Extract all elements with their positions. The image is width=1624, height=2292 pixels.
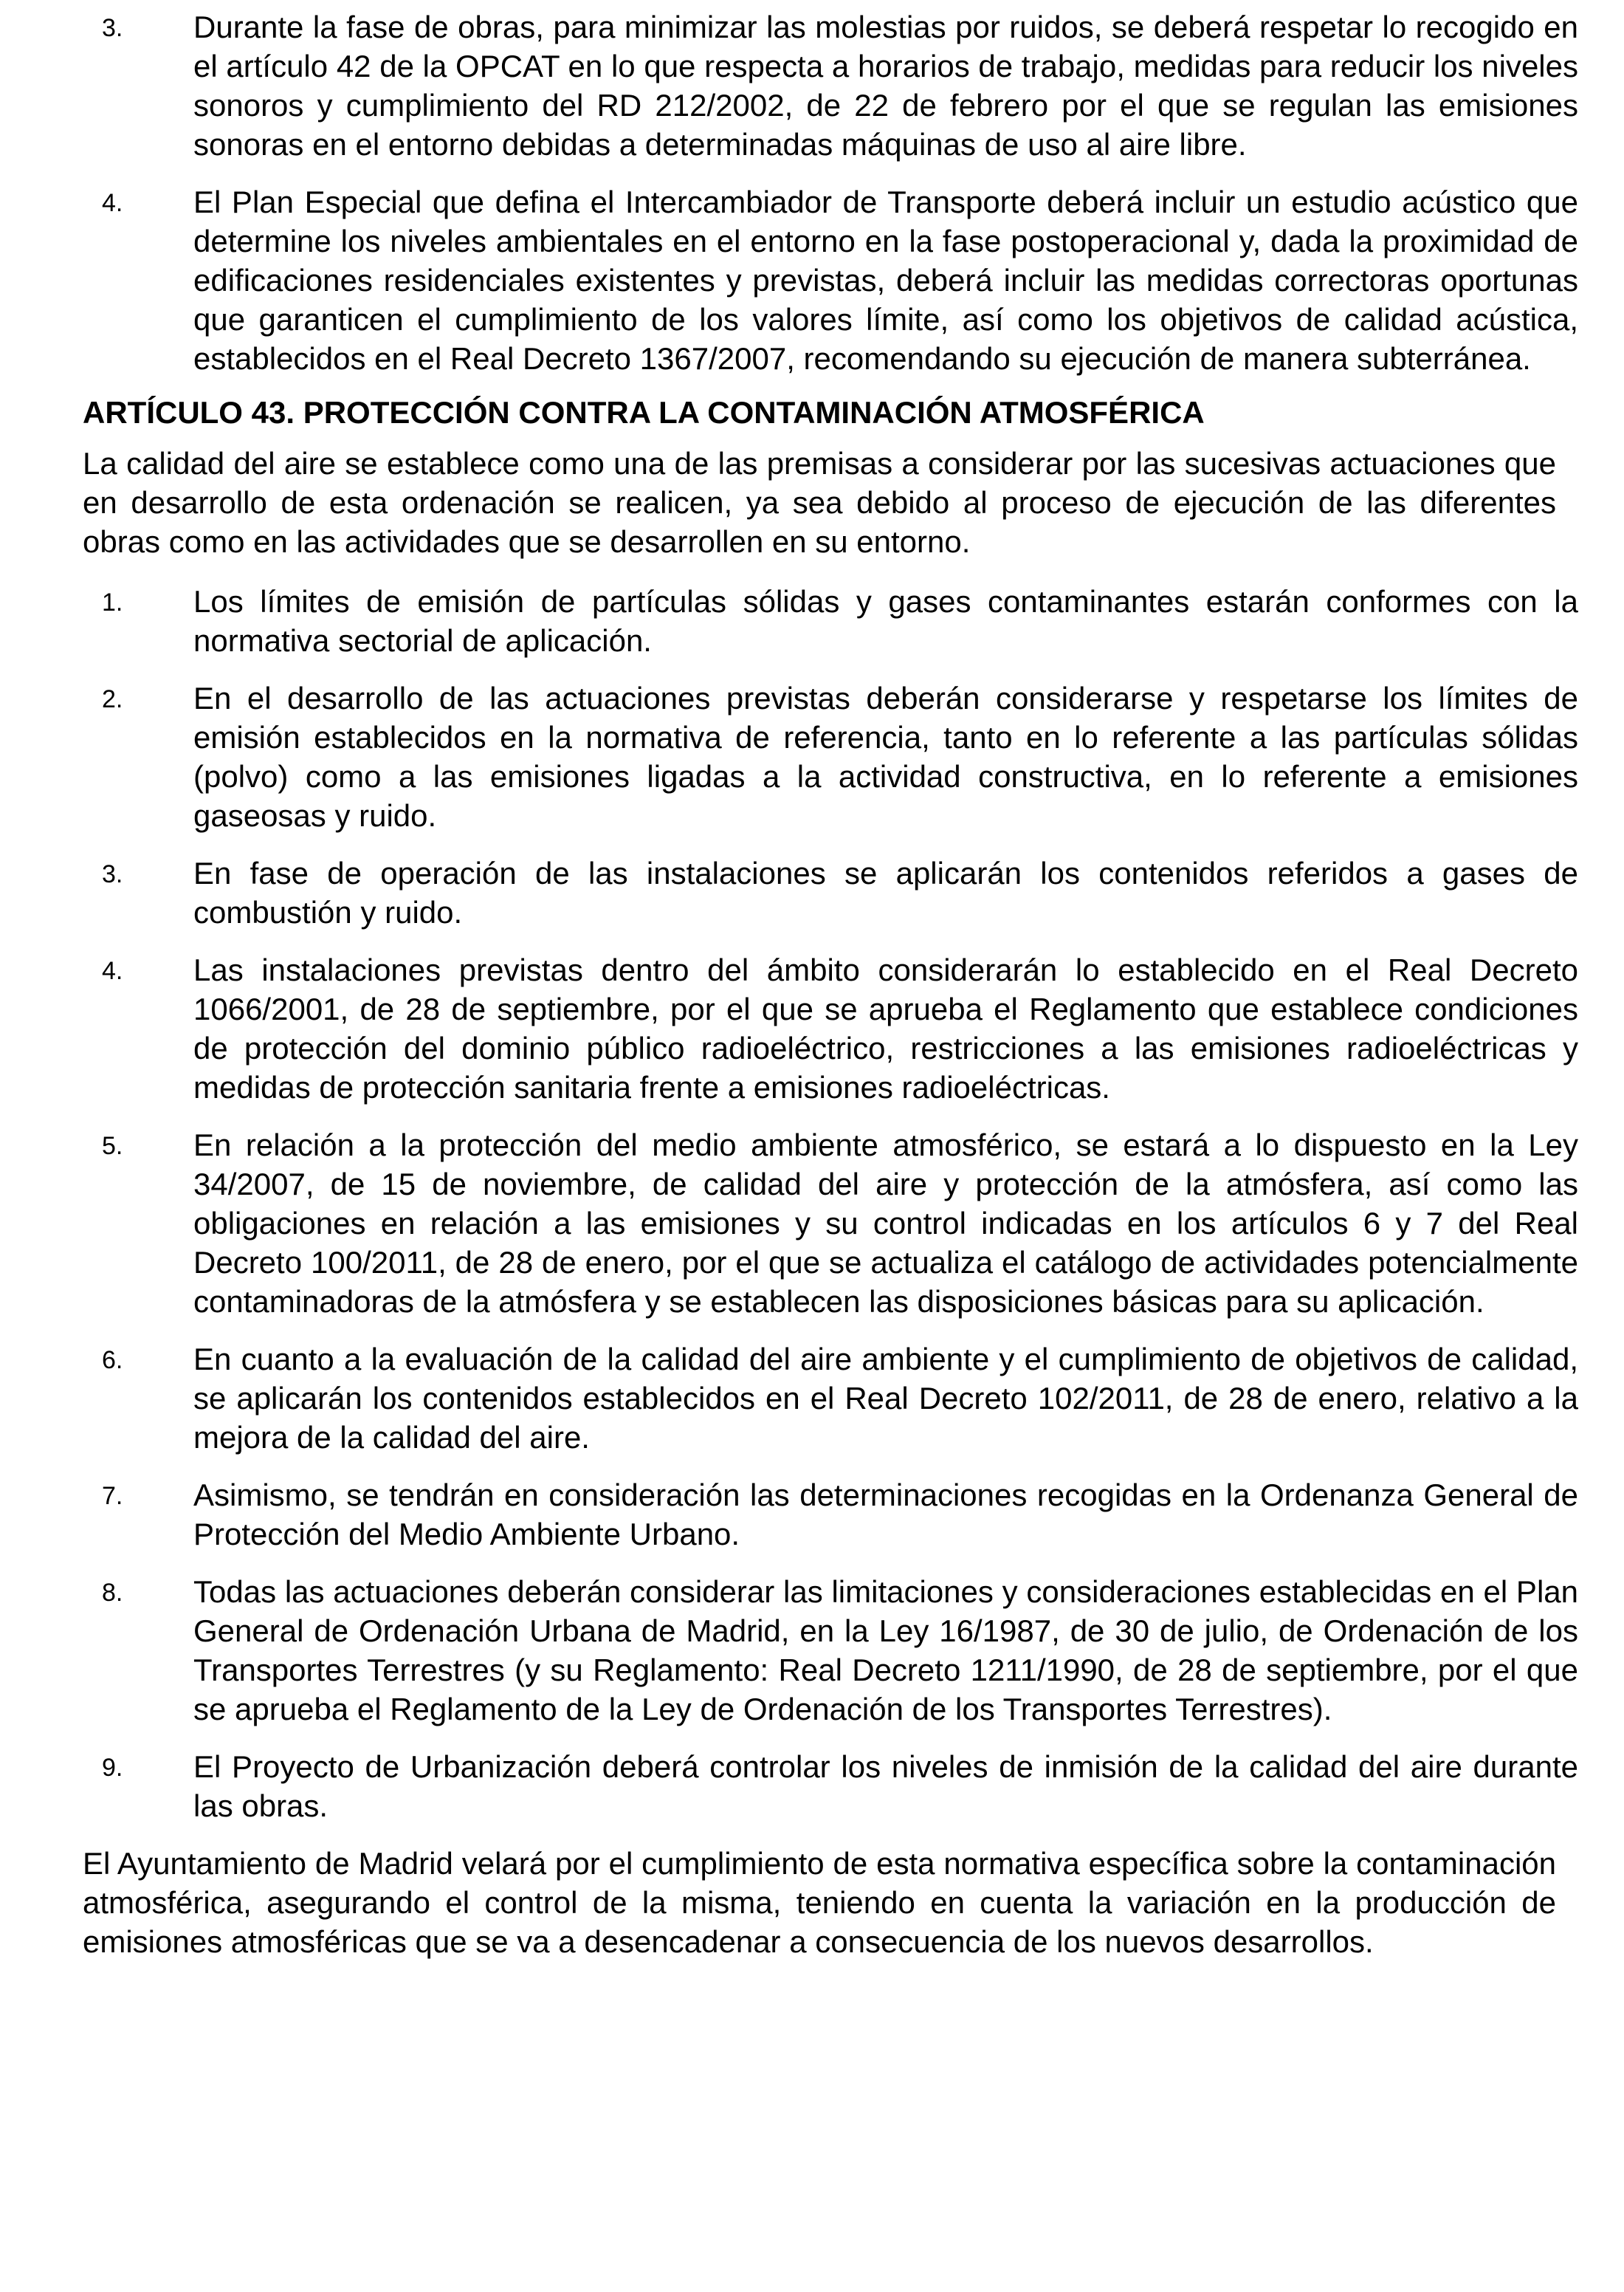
article-item-4 <box>83 950 1578 1107</box>
article-item-9 <box>83 1747 1578 1825</box>
list-text: En el desarrollo de las actuaciones previstas deberán considerarse y respetarse los límites de emisión establecidos en la normativa de referencia, tanto en lo referente a las partículas sólidas (polvo) como a las emisiones ligadas a la actividad constructiva, en lo referente a emisiones gaseosas y ruido. <box>193 681 1578 833</box>
article-item-3 <box>83 854 1578 932</box>
article-item-5 <box>83 1125 1578 1321</box>
list-number: 6. <box>102 1346 123 1374</box>
list-number: 7. <box>102 1482 123 1510</box>
document-page <box>83 7 1578 1982</box>
article-item-2 <box>83 679 1578 835</box>
list-item-4-noise <box>83 182 1578 378</box>
article-item-6 <box>83 1339 1578 1457</box>
list-text: El Plan Especial que defina el Intercambiador de Transporte deberá incluir un estudio acústico que determine los niveles ambientales en el entorno en la fase postoperacional y, dada la proximidad de edificaciones residenciales existentes y previstas, deberá incluir las medidas correctoras oportunas que garanticen el cumplimiento de los valores límite, así como los objetivos de calidad acústica, establecidos en el Real Decreto 1367/2007, recomendando su ejecución de manera subterránea. <box>193 185 1578 376</box>
list-text: Las instalaciones previstas dentro del ámbito considerarán lo establecido en el Real Decreto 1066/2001, de 28 de septiembre, por el que se aprueba el Reglamento que establece condiciones de protección del dominio público radioeléctrico, restricciones a las emisiones radioeléctricas y medidas de protección sanitaria frente a emisiones radioeléctricas. <box>193 953 1578 1105</box>
article-closing: El Ayuntamiento de Madrid velará por el cumplimiento de esta normativa específica sobre la contaminación atmosférica, asegurando el control de la misma, teniendo en cuenta la variación en la producción de emisiones atmosféricas que se va a desencadenar a consecuencia de los nuevos desarrollos. <box>83 1846 1556 1959</box>
list-number: 3. <box>102 860 123 888</box>
list-number: 4. <box>102 957 123 985</box>
list-number: 5. <box>102 1132 123 1160</box>
list-number: 1. <box>102 589 123 617</box>
list-text: En cuanto a la evaluación de la calidad del aire ambiente y el cumplimiento de objetivos de calidad, se aplicarán los contenidos establecidos en el Real Decreto 102/2011, de 28 de enero, relativo a la mejora de la calidad del aire. <box>193 1342 1578 1455</box>
list-text: Todas las actuaciones deberán considerar las limitaciones y consideraciones establecidas en el Plan General de Ordenación Urbana de Madrid, en la Ley 16/1987, de 30 de julio, de Ordenación de los Transportes Terrestres (y su Reglamento: Real Decreto 1211/1990, de 28 de septiembre, por el que se aprueba el Reglamento de la Ley de Ordenación de los Transportes Terrestres). <box>193 1574 1578 1726</box>
list-number: 2. <box>102 685 123 713</box>
list-text: Los límites de emisión de partículas sólidas y gases contaminantes estarán conformes con la normativa sectorial de aplicación. <box>193 584 1578 658</box>
list-number: 9. <box>102 1754 123 1782</box>
list-text: En fase de operación de las instalaciones se aplicarán los contenidos referidos a gases de combustión y ruido. <box>193 856 1578 930</box>
list-text: En relación a la protección del medio ambiente atmosférico, se estará a lo dispuesto en la Ley 34/2007, de 15 de noviembre, de calidad del aire y protección de la atmósfera, así como las obligaciones en relación a las emisiones y su control indicadas en los artículos 6 y 7 del Real Decreto 100/2011, de 28 de enero, por el que se actualiza el catálogo de actividades potencialmente contaminadoras de la atmósfera y se establecen las disposiciones básicas para su aplicación. <box>193 1128 1578 1319</box>
article-item-8 <box>83 1572 1578 1729</box>
article-intro: La calidad del aire se establece como una de las premisas a considerar por las sucesivas actuaciones que en desarrollo de esta ordenación se realicen, ya sea debido al proceso de ejecución de las diferentes obras como en las actividades que se desarrollen en su entorno. <box>83 446 1556 559</box>
list-number: 8. <box>102 1579 123 1607</box>
list-number: 4. <box>102 189 123 217</box>
list-text: El Proyecto de Urbanización deberá controlar los niveles de inmisión de la calidad del aire durante las obras. <box>193 1749 1578 1823</box>
article-heading: ARTÍCULO 43. PROTECCIÓN CONTRA LA CONTAMINACIÓN ATMOSFÉRICA <box>83 395 1205 430</box>
list-text: Asimismo, se tendrán en consideración las determinaciones recogidas en la Ordenanza General de Protección del Medio Ambiente Urbano. <box>193 1478 1578 1551</box>
list-item-3-noise <box>83 7 1578 164</box>
list-number: 3. <box>102 14 123 42</box>
list-text: Durante la fase de obras, para minimizar las molestias por ruidos, se deberá respetar lo recogido en el artículo 42 de la OPCAT en lo que respecta a horarios de trabajo, medidas para reducir los niveles sonoros y cumplimiento del RD 212/2002, de 22 de febrero por el que se regulan las emisiones sonoras en el entorno debidas a determinadas máquinas de uso al aire libre. <box>193 10 1578 162</box>
article-item-7 <box>83 1475 1578 1554</box>
article-item-1 <box>83 582 1578 660</box>
